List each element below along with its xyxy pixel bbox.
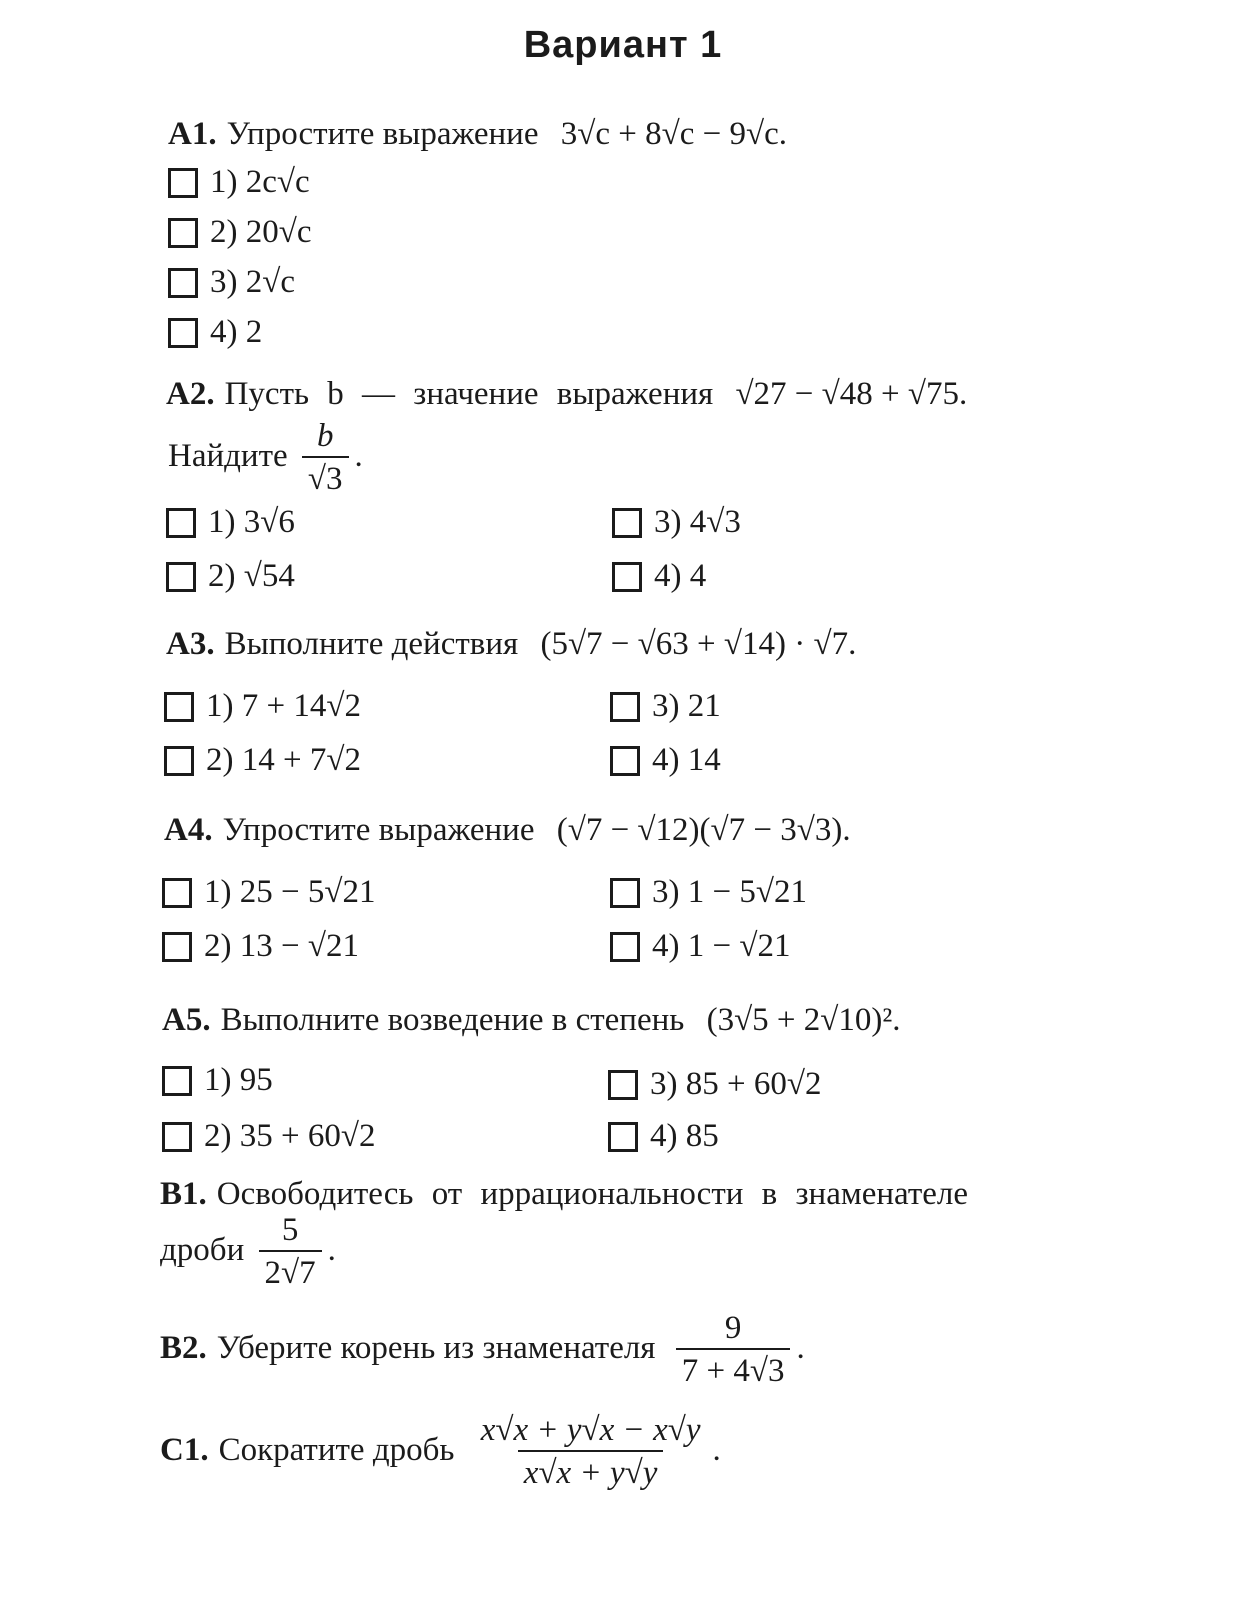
option-label: 2) 35 + 60√2: [204, 1118, 376, 1154]
question-number: A2.: [166, 376, 215, 412]
numerator: 5: [281, 1212, 299, 1248]
fraction: [475, 1412, 707, 1493]
question-expression: (5√7 − √63 + √14) · √7.: [540, 626, 857, 662]
fraction: [259, 1212, 322, 1293]
question-text: дроби: [160, 1232, 245, 1269]
option-a2-2[interactable]: [166, 560, 295, 593]
option-a1-1[interactable]: [168, 166, 310, 199]
checkbox[interactable]: [608, 1122, 638, 1152]
question-number: C1.: [160, 1432, 209, 1469]
option-label: 1) 3√6: [208, 504, 295, 540]
question-a5: [162, 1004, 901, 1037]
checkbox[interactable]: [610, 746, 640, 776]
question-text: Найдите: [168, 438, 288, 475]
checkbox[interactable]: [166, 508, 196, 538]
question-number: A3.: [166, 626, 215, 662]
option-a4-1[interactable]: [162, 876, 375, 909]
option-label: 3) 4√3: [654, 504, 741, 540]
option-a1-3[interactable]: [168, 266, 295, 299]
question-text: Выполните возведение в степень: [220, 1002, 685, 1038]
checkbox[interactable]: [164, 746, 194, 776]
checkbox[interactable]: [612, 562, 642, 592]
option-a3-4[interactable]: [610, 744, 721, 777]
checkbox[interactable]: [168, 268, 198, 298]
option-a3-2[interactable]: [164, 744, 361, 777]
question-b1: [160, 1178, 968, 1211]
option-label: 2) √54: [208, 558, 295, 594]
option-a3-3[interactable]: [610, 690, 721, 723]
option-label: 1) 95: [204, 1062, 273, 1098]
question-b2: B2. Уберите корень из знаменателя $\frac{9}{7 + 4√3}$ .: [160, 1310, 805, 1389]
question-text: Упростите выражение: [226, 116, 539, 152]
question-expression: √27 − √48 + √75.: [735, 376, 968, 412]
option-label: 4) 14: [652, 742, 721, 778]
option-label: 4) 1 − √21: [652, 928, 791, 964]
denominator: √3: [302, 456, 349, 499]
question-number: A5.: [162, 1002, 211, 1038]
denominator: 2√7: [259, 1250, 322, 1293]
question-a3: [166, 628, 856, 661]
page-title: Вариант 1: [523, 24, 723, 66]
option-a2-3[interactable]: [612, 506, 741, 539]
checkbox[interactable]: [610, 878, 640, 908]
question-text: Сократите дробь: [218, 1432, 455, 1469]
question-number: B1.: [160, 1176, 207, 1212]
checkbox[interactable]: [166, 562, 196, 592]
checkbox[interactable]: [162, 878, 192, 908]
option-label: 3) 1 − 5√21: [652, 874, 807, 910]
option-a5-3[interactable]: [608, 1068, 821, 1101]
denominator: 7 + 4√3: [676, 1348, 791, 1391]
option-label: 2) 14 + 7√2: [206, 742, 361, 778]
question-b1-line2: дроби $\frac{5}{2√7}$ .: [160, 1212, 336, 1291]
question-number: A1.: [168, 116, 217, 152]
option-label: 3) 85 + 60√2: [650, 1066, 822, 1102]
checkbox[interactable]: [162, 932, 192, 962]
question-a1: [168, 118, 787, 151]
option-a5-4[interactable]: [608, 1120, 719, 1153]
fraction: [676, 1310, 791, 1391]
option-label: 1) 2c√c: [210, 164, 310, 200]
checkbox[interactable]: [168, 218, 198, 248]
option-a1-2[interactable]: [168, 216, 312, 249]
checkbox[interactable]: [162, 1122, 192, 1152]
option-label: 1) 7 + 14√2: [206, 688, 361, 724]
option-a4-4[interactable]: [610, 930, 790, 963]
option-a2-4[interactable]: [612, 560, 706, 593]
option-label: 3) 21: [652, 688, 721, 724]
option-label: 4) 85: [650, 1118, 719, 1154]
checkbox[interactable]: [168, 318, 198, 348]
option-a5-2[interactable]: [162, 1120, 375, 1153]
question-a4: [164, 814, 851, 847]
option-label: 4) 2: [210, 314, 263, 350]
question-text: Выполните действия: [224, 626, 519, 662]
question-number: B2.: [160, 1330, 207, 1367]
option-a5-1[interactable]: [162, 1064, 273, 1097]
option-a4-2[interactable]: [162, 930, 359, 963]
option-a2-1[interactable]: [166, 506, 295, 539]
option-label: 1) 25 − 5√21: [204, 874, 376, 910]
numerator: b: [316, 418, 334, 454]
checkbox[interactable]: [612, 508, 642, 538]
option-a1-4[interactable]: [168, 316, 262, 349]
question-a2-line2: Найдите $\frac{b}{√3}$ .: [168, 418, 363, 497]
question-expression: 3√c + 8√c − 9√c.: [560, 116, 787, 152]
question-text: Уберите корень из знаменателя: [216, 1330, 656, 1367]
checkbox[interactable]: [610, 932, 640, 962]
question-c1: C1. Сократите дробь $\frac{x√x + y√x - x√y}{x√x + y√y}$ .: [160, 1412, 721, 1491]
question-text: Упростите выражение: [222, 812, 535, 848]
question-a2: [166, 378, 967, 411]
option-a3-1[interactable]: [164, 690, 361, 723]
option-label: 4) 4: [654, 558, 707, 594]
numerator: 9: [724, 1310, 742, 1346]
option-a4-3[interactable]: [610, 876, 807, 909]
numerator: x√x + y√x − x√y: [480, 1412, 701, 1448]
fraction: [302, 418, 349, 499]
option-label: 2) 20√c: [210, 214, 312, 250]
option-label: 3) 2√c: [210, 264, 295, 300]
question-number: A4.: [164, 812, 213, 848]
question-text: Освободитесь от иррациональности в знаменателе: [216, 1176, 969, 1212]
checkbox[interactable]: [168, 168, 198, 198]
question-expression: (3√5 + 2√10)².: [706, 1002, 901, 1038]
option-label: 2) 13 − √21: [204, 928, 359, 964]
checkbox[interactable]: [164, 692, 194, 722]
checkbox[interactable]: [162, 1066, 192, 1096]
checkbox[interactable]: [610, 692, 640, 722]
denominator: x√x + y√y: [518, 1450, 664, 1493]
question-text: Пусть b — значение выражения: [224, 376, 714, 412]
question-expression: (√7 − √12)(√7 − 3√3).: [556, 812, 851, 848]
checkbox[interactable]: [608, 1070, 638, 1100]
